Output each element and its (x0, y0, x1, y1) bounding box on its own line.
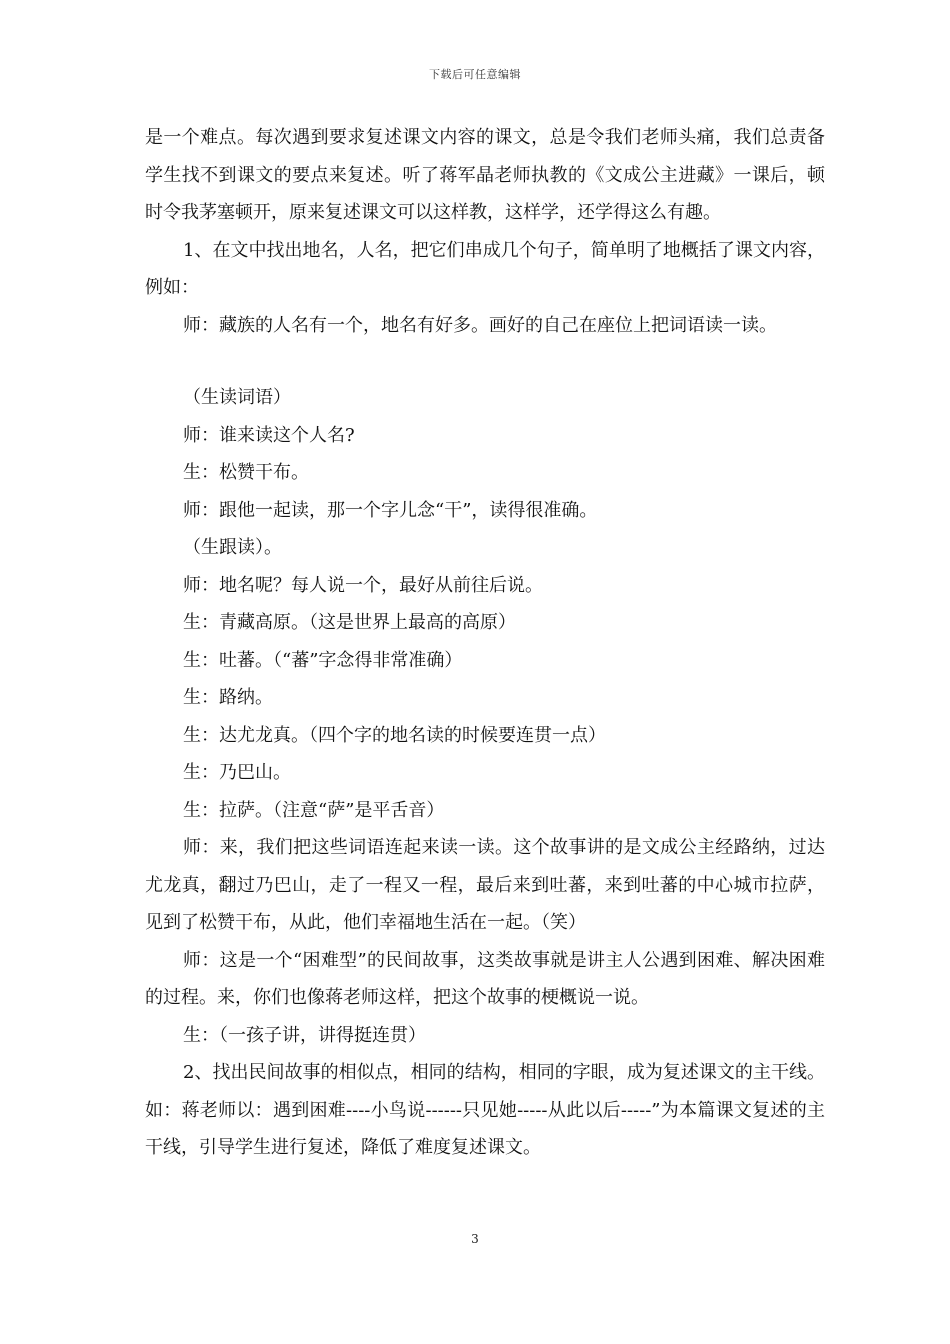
dialogue-line: 师：藏族的人名有一个，地名有好多。画好的自己在座位上把词语读一读。 (183, 314, 777, 336)
paragraph-intro: 是一个难点。每次遇到要求复述课文内容的课文，总是令我们老师头痛，我们总责备学生找不到课文的要点来复述。听了蒋军晶老师执教的《文成公主进藏》一课后，顿时令我茅塞顿开，原来复述课文可以这样教，这样学，还学得这么有趣。 (145, 127, 825, 223)
dialogue-line: 生：吐蕃。（“蕃”字念得非常准确） (183, 649, 463, 671)
page-header: 下载后可任意编辑 (429, 68, 521, 81)
dialogue-line: 生：达尤龙真。（四个字的地名读的时候要连贯一点） (183, 724, 606, 746)
dialogue-line: （生读词语） (183, 387, 291, 408)
paragraph-point-1: 1、在文中找出地名，人名，把它们串成几个句子，简单明了地概括了课文内容，例如： (145, 239, 825, 298)
paragraph-point-2: 2、找出民间故事的相似点，相同的结构，相同的字眼，成为复述课文的主干线。如：蒋老师以：遇到困难----小鸟说------只见她-----从此以后-----”为本篇课文复述的主干线，引导学生进行复述，降低了难度复述课文。 (145, 1062, 825, 1158)
dialogue-line: 师：地名呢？每人说一个，最好从前往后说。 (183, 574, 543, 596)
dialogue-line: 生：拉萨。（注意“萨”是平舌音） (183, 799, 445, 821)
dialogue-line: 生：（一孩子讲，讲得挺连贯） (183, 1024, 426, 1046)
dialogue-line: 师：这是一个“困难型”的民间故事，这类故事就是讲主人公遇到困难、解决困难的过程。来，你们也像蒋老师这样，把这个故事的梗概说一说。 (145, 949, 825, 1008)
dialogue-line: 生：青藏高原。（这是世界上最高的高原） (183, 612, 516, 633)
page-number: 3 (471, 1232, 479, 1246)
dialogue-line: 师：跟他一起读，那一个字儿念“干”，读得很准确。 (183, 499, 598, 521)
dialogue-line: 生：乃巴山。 (183, 762, 291, 783)
dialogue-line: 生：松赞干布。 (183, 462, 309, 483)
document-body (145, 119, 825, 1167)
dialogue-line: 师：谁来读这个人名? (183, 424, 355, 446)
blank-gap (145, 344, 825, 379)
dialogue-line: 生：路纳。 (183, 687, 273, 708)
dialogue-line: （生跟读）。 (183, 537, 282, 558)
dialogue-line: 师：来，我们把这些词语连起来读一读。这个故事讲的是文成公主经路纳，过达尤龙真，翻过乃巴山，走了一程又一程，最后来到吐蕃，来到吐蕃的中心城市拉萨，见到了松赞干布，从此，他们幸福地生活在一起。（笑） (145, 837, 825, 933)
